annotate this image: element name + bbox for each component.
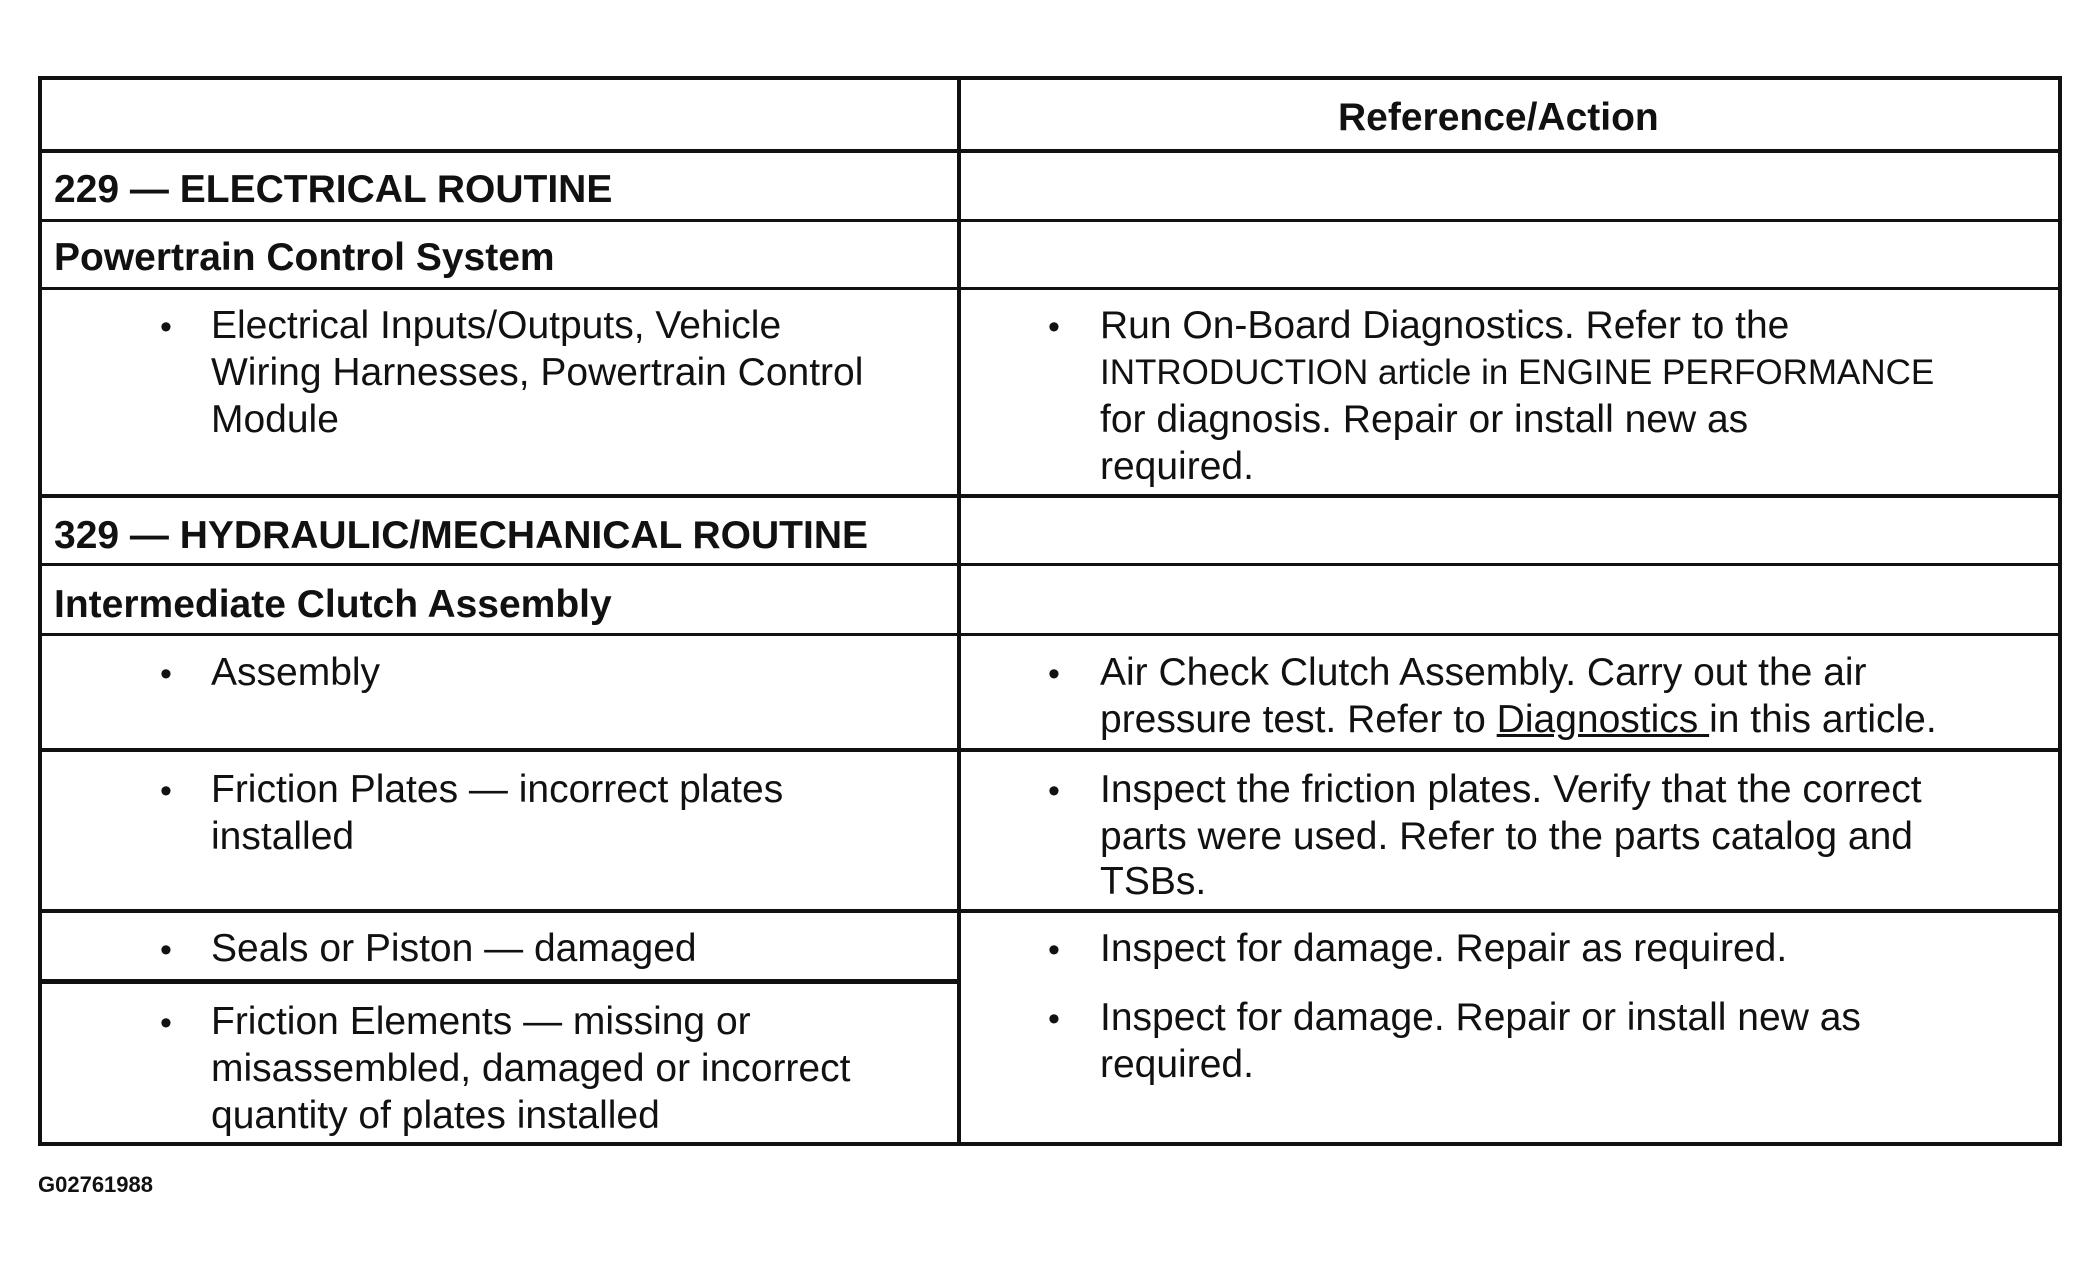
action-text: for diagnosis. Repair or install new as: [1100, 398, 1749, 441]
row-divider: [38, 494, 2062, 498]
row-divider: [38, 563, 2062, 566]
condition-text: quantity of plates installed: [211, 1094, 660, 1137]
action-text: parts were used. Refer to the parts catalog and: [1100, 815, 1913, 858]
bullet-icon: •: [160, 1004, 172, 1042]
row-divider: [38, 909, 2062, 913]
action-text: required.: [1100, 1043, 1254, 1086]
section-code-heading: 229 — ELECTRICAL ROUTINE: [54, 168, 613, 211]
section-code-heading: 329 — HYDRAULIC/MECHANICAL ROUTINE: [54, 514, 869, 557]
condition-text: Seals or Piston — damaged: [211, 927, 697, 970]
component-heading: Powertrain Control System: [54, 236, 555, 279]
action-text-with-link: [1100, 696, 1937, 743]
bullet-icon: •: [1048, 1000, 1060, 1038]
action-text: Air Check Clutch Assembly. Carry out the air: [1100, 651, 1867, 694]
condition-text: Friction Elements — missing or: [211, 1000, 751, 1043]
bullet-icon: •: [1048, 655, 1060, 693]
action-text-caps: INTRODUCTION article in ENGINE PERFORMANCE: [1100, 353, 1935, 392]
row-divider: [38, 287, 2062, 290]
row-divider-left: [38, 979, 959, 984]
diagnostics-link[interactable]: Diagnostics: [1496, 698, 1710, 741]
row-divider: [38, 748, 2062, 752]
condition-text: misassembled, damaged or incorrect: [211, 1047, 851, 1090]
action-text: Inspect for damage. Repair or install new as: [1100, 996, 1861, 1039]
condition-text: Module: [211, 398, 339, 441]
figure-id: G02761988: [38, 1172, 153, 1197]
action-text: Inspect for damage. Repair as required.: [1100, 927, 1788, 970]
condition-text: Wiring Harnesses, Powertrain Control: [211, 351, 864, 394]
action-text: pressure test. Refer to: [1100, 698, 1497, 741]
condition-text: Electrical Inputs/Outputs, Vehicle: [211, 304, 782, 347]
row-divider: [38, 633, 2062, 636]
condition-text: Friction Plates — incorrect plates: [211, 768, 784, 811]
column-divider: [957, 76, 961, 1146]
bullet-icon: •: [1048, 931, 1060, 969]
action-text: TSBs.: [1100, 860, 1207, 903]
bullet-icon: •: [160, 655, 172, 693]
bullet-icon: •: [1048, 308, 1060, 346]
bullet-icon: •: [160, 931, 172, 969]
row-divider: [38, 149, 2062, 153]
action-text: in this article.: [1709, 698, 1937, 741]
header-reference-action: Reference/Action: [1338, 96, 1659, 139]
action-text: Inspect the friction plates. Verify that the correct: [1100, 768, 1922, 811]
row-divider: [38, 219, 2062, 222]
condition-text: Assembly: [211, 651, 381, 694]
bullet-icon: •: [1048, 772, 1060, 810]
action-text: Run On-Board Diagnostics. Refer to the: [1100, 304, 1790, 347]
bullet-icon: •: [160, 772, 172, 810]
bullet-icon: •: [160, 308, 172, 346]
action-text: required.: [1100, 445, 1254, 488]
component-heading: Intermediate Clutch Assembly: [54, 583, 612, 626]
condition-text: installed: [211, 815, 355, 858]
